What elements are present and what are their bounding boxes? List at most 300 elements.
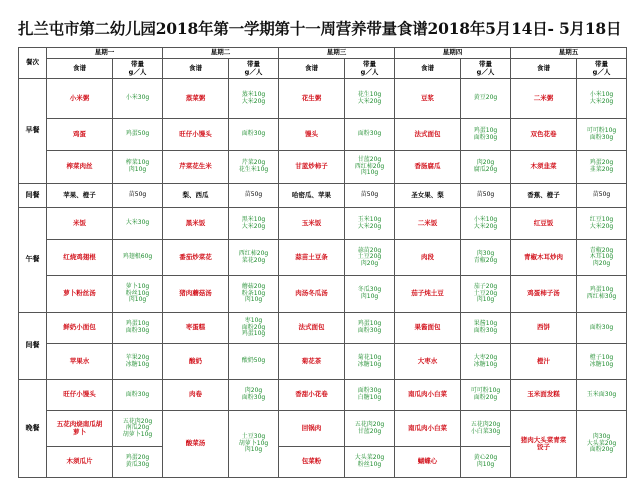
dish-cell bbox=[511, 240, 577, 276]
ingredient-amount: 茄子20g bbox=[473, 283, 498, 291]
ingredient-amount: 大枣20g bbox=[473, 353, 498, 361]
dish-cell bbox=[279, 313, 345, 344]
ingredient-amount: 花生10g bbox=[357, 90, 382, 98]
amount-cell bbox=[345, 240, 395, 276]
amount-cell bbox=[577, 184, 627, 208]
amount-cell bbox=[461, 344, 511, 380]
amount-cell bbox=[113, 240, 163, 276]
dish-name: 鲜奶小面包 bbox=[63, 323, 96, 332]
ingredient-amount: 菜花20g bbox=[241, 256, 266, 264]
ingredient-amount: 蒸米10g bbox=[241, 90, 266, 98]
dish-column-header: 食谱 bbox=[163, 59, 229, 79]
dish-name: 二米粥 bbox=[533, 93, 554, 102]
ingredient-amount: 苗50g bbox=[360, 191, 379, 199]
dish-name: 猪肉蘑菇汤 bbox=[179, 289, 212, 298]
amount-cell bbox=[345, 276, 395, 313]
ingredient-amount: 肉10g bbox=[128, 296, 147, 304]
dish-name: 五花肉烧南瓜胡 bbox=[56, 420, 103, 429]
ingredient-amount: 腐瓜20g bbox=[473, 166, 498, 173]
dish-cell bbox=[47, 151, 113, 184]
ingredient-amount: 萝卜10g bbox=[125, 283, 150, 291]
ingredient-amount: 面粉30g bbox=[241, 394, 266, 401]
dish-cell bbox=[163, 151, 229, 184]
ingredient-amount: 肉20g bbox=[244, 387, 263, 395]
ingredient-amount: 鸡蛋20g bbox=[589, 159, 614, 167]
ingredient-amount: 土豆20g bbox=[473, 289, 498, 297]
ingredient-amount: 肉30g bbox=[476, 249, 495, 257]
ingredient-amount: 可可粉10g bbox=[586, 126, 617, 134]
ingredient-amount: 大米20g bbox=[589, 222, 614, 230]
dish-cell bbox=[511, 119, 577, 151]
amount-cell bbox=[577, 151, 627, 184]
ingredient-amount: 肉10g bbox=[244, 446, 263, 454]
ingredient-amount: 西红柿30g bbox=[586, 293, 617, 300]
meal-name: 早餐 bbox=[19, 79, 47, 184]
ingredient-amount: 粉条10g bbox=[241, 289, 266, 297]
amount-cell bbox=[345, 380, 395, 411]
ingredient-amount: 面粉30g bbox=[357, 327, 382, 334]
ingredient-amount: 鸡蛋10g bbox=[241, 330, 266, 338]
dish-cell bbox=[395, 313, 461, 344]
dish-cell bbox=[47, 240, 113, 276]
dish-name: 蝴蝶心 bbox=[417, 457, 438, 466]
dish-name: 番茄炒菜花 bbox=[179, 252, 212, 261]
ingredient-amount: 鸡蛋50g bbox=[125, 130, 150, 138]
amount-cell bbox=[229, 79, 279, 119]
amount-cell bbox=[229, 313, 279, 344]
dish-name: 包菜粉 bbox=[301, 457, 322, 466]
ingredient-amount: 青椒20g bbox=[473, 256, 498, 264]
amount-cell bbox=[113, 151, 163, 184]
ingredient-amount: 面粉30g bbox=[473, 133, 498, 141]
page-title: 扎兰屯市第二幼儿园2018年第一学期第十一周营养带量食谱2018年5月14日- 5月18日 bbox=[18, 19, 622, 38]
meal-name: 间餐 bbox=[19, 313, 47, 380]
ingredient-amount: 花生米10g bbox=[238, 166, 269, 173]
dish-cell bbox=[395, 240, 461, 276]
ingredient-amount: 大头菜20g bbox=[354, 454, 385, 462]
amount-cell bbox=[229, 151, 279, 184]
dish-name: 香甜小花卷 bbox=[295, 390, 328, 399]
amount-cell bbox=[577, 240, 627, 276]
dish-name: 红豆饭 bbox=[533, 218, 554, 227]
unit-label: g／人 bbox=[360, 67, 379, 76]
ingredient-amount: 黄心20g bbox=[473, 454, 498, 462]
ingredient-amount: 白糖10g bbox=[357, 394, 382, 401]
dish-name: 法式面包 bbox=[298, 323, 325, 332]
ingredient-amount: 大头菜20g bbox=[586, 439, 617, 447]
menu-row bbox=[19, 208, 627, 240]
amount-cell bbox=[113, 380, 163, 411]
dish-name: 二米饭 bbox=[417, 218, 438, 227]
ingredient-amount: 面粉20g bbox=[241, 323, 266, 331]
ingredient-amount: 青椒20g bbox=[589, 246, 614, 254]
ingredient-amount: 肉10g bbox=[128, 166, 147, 173]
dish-name: 圣女果、梨 bbox=[411, 190, 444, 199]
dish-cell bbox=[47, 313, 113, 344]
ingredient-amount: 粉丝10g bbox=[357, 461, 382, 468]
ingredient-amount: 玉米10g bbox=[357, 215, 382, 223]
amount-cell bbox=[229, 240, 279, 276]
amount-column-header bbox=[577, 59, 627, 79]
dish-cell bbox=[279, 447, 345, 478]
day-header: 星期三 bbox=[279, 48, 395, 59]
ingredient-amount: 肉10g bbox=[360, 169, 379, 177]
ingredient-amount: 枣10g bbox=[244, 317, 263, 325]
ingredient-amount: 肉20g bbox=[592, 259, 611, 267]
amount-cell bbox=[229, 119, 279, 151]
amount-cell bbox=[345, 447, 395, 478]
day-header: 星期五 bbox=[511, 48, 627, 59]
amount-cell bbox=[461, 240, 511, 276]
amount-cell bbox=[461, 208, 511, 240]
dish-name: 萝卜 bbox=[73, 427, 86, 436]
ingredient-amount: 五花肉20g bbox=[354, 420, 385, 428]
dish-cell bbox=[395, 151, 461, 184]
ingredient-amount: 五花肉20g bbox=[122, 417, 153, 425]
ingredient-amount: 芹菜20g bbox=[241, 159, 266, 167]
ingredient-amount: 肉10g bbox=[476, 296, 495, 304]
dish-cell bbox=[279, 208, 345, 240]
dish-cell bbox=[163, 184, 229, 208]
amount-cell bbox=[577, 380, 627, 411]
ingredient-amount: 小米10g bbox=[473, 215, 498, 223]
ingredient-amount: 鸡蛋20g bbox=[125, 454, 150, 462]
amount-label: 带量 bbox=[595, 60, 608, 69]
amount-cell bbox=[461, 119, 511, 151]
ingredient-amount: 面粉30g bbox=[125, 327, 150, 334]
dish-name: 酸菜汤 bbox=[185, 439, 206, 448]
dish-name: 肉汤冬瓜汤 bbox=[295, 289, 328, 298]
amount-cell bbox=[577, 313, 627, 344]
amount-cell bbox=[345, 344, 395, 380]
dish-cell bbox=[511, 208, 577, 240]
ingredient-amount: 大米20g bbox=[589, 97, 614, 105]
dish-name: 馒头 bbox=[305, 129, 318, 138]
ingredient-amount: 鸡蛋10g bbox=[473, 126, 498, 134]
amount-cell bbox=[345, 184, 395, 208]
amount-cell bbox=[461, 276, 511, 313]
dish-cell bbox=[47, 411, 113, 447]
amount-cell bbox=[577, 411, 627, 478]
ingredient-amount: 肉20g bbox=[476, 159, 495, 167]
dish-cell bbox=[395, 208, 461, 240]
dish-name: 肉段 bbox=[421, 252, 434, 261]
ingredient-amount: 面粉30g bbox=[357, 387, 382, 395]
dish-cell bbox=[511, 380, 577, 411]
dish-cell bbox=[47, 344, 113, 380]
dish-cell bbox=[395, 447, 461, 478]
amount-cell bbox=[461, 447, 511, 478]
amount-cell bbox=[113, 447, 163, 478]
day-header: 星期二 bbox=[163, 48, 279, 59]
ingredient-amount: 肉20g bbox=[360, 259, 379, 267]
dish-cell bbox=[511, 79, 577, 119]
amount-label: 带量 bbox=[479, 60, 492, 69]
dish-cell bbox=[163, 313, 229, 344]
ingredient-amount: 玉米面30g bbox=[586, 390, 617, 398]
dish-cell bbox=[395, 184, 461, 208]
dish-cell bbox=[163, 79, 229, 119]
ingredient-amount: 黄瓜30g bbox=[125, 461, 150, 468]
dish-name: 旺仔小馒头 bbox=[63, 390, 96, 399]
amount-cell bbox=[345, 151, 395, 184]
dish-name: 小米粥 bbox=[69, 93, 90, 102]
ingredient-amount: 韭菜20g bbox=[589, 166, 614, 173]
dish-cell bbox=[279, 344, 345, 380]
ingredient-amount: 冰糖10g bbox=[357, 360, 382, 368]
ingredient-amount: 面粉20g bbox=[589, 446, 614, 454]
unit-label: g／人 bbox=[244, 67, 263, 76]
ingredient-amount: 粉丝10g bbox=[125, 289, 150, 297]
dish-column-header: 食谱 bbox=[47, 59, 113, 79]
dish-cell bbox=[395, 276, 461, 313]
dish-name: 米饭 bbox=[73, 218, 86, 227]
amount-cell bbox=[577, 79, 627, 119]
ingredient-amount: 大米20g bbox=[357, 222, 382, 230]
dish-name: 梨、西瓜 bbox=[182, 190, 209, 199]
amount-cell bbox=[229, 380, 279, 411]
dish-cell bbox=[511, 151, 577, 184]
ingredient-amount: 大米20g bbox=[241, 97, 266, 105]
meal-name: 间餐 bbox=[19, 184, 47, 208]
ingredient-amount: 鸡翅根60g bbox=[122, 253, 153, 261]
dish-cell bbox=[163, 276, 229, 313]
ingredient-amount: 菊花10g bbox=[357, 353, 382, 361]
dish-cell bbox=[47, 184, 113, 208]
amount-cell bbox=[113, 208, 163, 240]
amount-cell bbox=[577, 208, 627, 240]
ingredient-amount: 苗50g bbox=[244, 191, 263, 199]
ingredient-amount: 可可粉10g bbox=[470, 387, 501, 395]
amount-label: 带量 bbox=[131, 60, 144, 69]
ingredient-amount: 小米10g bbox=[589, 90, 614, 98]
dish-cell bbox=[47, 447, 113, 478]
menu-row bbox=[19, 151, 627, 184]
amount-cell bbox=[229, 411, 279, 478]
amount-cell bbox=[577, 344, 627, 380]
dish-cell bbox=[163, 119, 229, 151]
amount-cell bbox=[345, 313, 395, 344]
ingredient-amount: 蘑菇20g bbox=[241, 283, 266, 291]
amount-cell bbox=[113, 313, 163, 344]
dish-name: 双色花卷 bbox=[530, 129, 557, 138]
dish-cell bbox=[511, 313, 577, 344]
dish-cell bbox=[395, 79, 461, 119]
amount-cell bbox=[577, 119, 627, 151]
dish-cell bbox=[279, 380, 345, 411]
dish-name: 蒸菜粥 bbox=[185, 93, 206, 102]
dish-name: 鸡蛋 bbox=[73, 129, 86, 138]
ingredient-amount: 苹果20g bbox=[125, 353, 150, 361]
amount-column-header bbox=[461, 59, 511, 79]
menu-row bbox=[19, 380, 627, 411]
ingredient-amount: 面粉30g bbox=[473, 327, 498, 334]
dish-name: 榨菜肉丝 bbox=[66, 162, 93, 171]
amount-cell bbox=[461, 411, 511, 447]
ingredient-amount: 面粉30g bbox=[357, 130, 382, 138]
dish-cell bbox=[279, 79, 345, 119]
dish-name: 南瓜肉小白菜 bbox=[408, 423, 447, 432]
amount-label: 带量 bbox=[363, 60, 376, 69]
amount-cell bbox=[345, 208, 395, 240]
dish-name: 回锅肉 bbox=[301, 423, 322, 432]
dish-cell bbox=[47, 119, 113, 151]
ingredient-amount: 苗50g bbox=[476, 191, 495, 199]
ingredient-amount: 西红柿20g bbox=[354, 162, 385, 170]
dish-cell bbox=[163, 380, 229, 411]
ingredient-amount: 甘蓝20g bbox=[357, 156, 382, 164]
dish-cell bbox=[163, 411, 229, 478]
amount-cell bbox=[461, 79, 511, 119]
dish-name: 蒜苗土豆条 bbox=[295, 252, 328, 261]
dish-name: 木须瓜片 bbox=[66, 457, 93, 466]
ingredient-amount: 面粉30g bbox=[241, 130, 266, 138]
day-header: 星期一 bbox=[47, 48, 163, 59]
ingredient-amount: 橙子10g bbox=[589, 353, 614, 361]
dish-cell bbox=[395, 119, 461, 151]
amount-cell bbox=[461, 313, 511, 344]
dish-name: 枣蛋糕 bbox=[185, 323, 206, 332]
amount-cell bbox=[113, 184, 163, 208]
ingredient-amount: 小米30g bbox=[125, 94, 150, 102]
dish-cell bbox=[511, 344, 577, 380]
ingredient-amount: 肉10g bbox=[244, 296, 263, 304]
ingredient-amount: 黑米10g bbox=[241, 215, 266, 223]
amount-cell bbox=[229, 208, 279, 240]
dish-name: 菊花茶 bbox=[301, 356, 322, 365]
dish-cell bbox=[47, 276, 113, 313]
dish-cell bbox=[279, 411, 345, 447]
amount-cell bbox=[345, 411, 395, 447]
dish-cell bbox=[395, 380, 461, 411]
ingredient-amount: 大米20g bbox=[473, 222, 498, 230]
unit-label: g／人 bbox=[476, 67, 495, 76]
dish-name: 大枣水 bbox=[417, 356, 438, 365]
dish-name: 青椒木耳炒肉 bbox=[524, 252, 563, 261]
amount-label: 带量 bbox=[247, 60, 260, 69]
dish-cell bbox=[395, 411, 461, 447]
dish-name: 花生粥 bbox=[301, 93, 322, 102]
dish-name: 茄子炖土豆 bbox=[411, 289, 444, 298]
dish-name: 肉卷 bbox=[189, 390, 202, 399]
dish-cell bbox=[279, 276, 345, 313]
ingredient-amount: 冬瓜30g bbox=[357, 286, 382, 294]
ingredient-amount: 木耳10g bbox=[589, 253, 614, 261]
ingredient-amount: 土豆30g bbox=[241, 433, 266, 441]
ingredient-amount: 西红柿20g bbox=[238, 249, 269, 257]
ingredient-amount: 南瓜20g bbox=[125, 424, 150, 432]
dish-cell bbox=[163, 344, 229, 380]
dish-name: 玉米饭 bbox=[301, 218, 322, 227]
amount-cell bbox=[345, 119, 395, 151]
ingredient-amount: 胡萝卜10g bbox=[122, 430, 153, 438]
amount-cell bbox=[113, 119, 163, 151]
ingredient-amount: 榨菜10g bbox=[125, 159, 150, 167]
ingredient-amount: 黄豆20g bbox=[473, 94, 498, 102]
ingredient-amount: 冰糖10g bbox=[125, 360, 150, 368]
dish-name: 甘蓝炒柿子 bbox=[295, 162, 328, 171]
ingredient-amount: 面粉30g bbox=[589, 133, 614, 141]
ingredient-amount: 鸡蛋10g bbox=[357, 320, 382, 328]
dish-cell bbox=[279, 151, 345, 184]
dish-name: 果酱面包 bbox=[414, 323, 441, 332]
meal-name: 晚餐 bbox=[19, 380, 47, 478]
dish-column-header: 食谱 bbox=[279, 59, 345, 79]
amount-cell bbox=[345, 79, 395, 119]
dish-cell bbox=[395, 344, 461, 380]
ingredient-amount: 大米20g bbox=[241, 222, 266, 230]
ingredient-amount: 苗50g bbox=[592, 191, 611, 199]
ingredient-amount: 大米30g bbox=[125, 219, 150, 227]
ingredient-amount: 肉10g bbox=[476, 461, 495, 468]
dish-name: 西饼 bbox=[537, 323, 550, 332]
dish-cell bbox=[47, 380, 113, 411]
dish-name: 南瓜肉小白菜 bbox=[408, 390, 447, 399]
dish-name: 玉米面发糕 bbox=[527, 390, 560, 399]
meal-column-header: 餐次 bbox=[19, 48, 47, 79]
ingredient-amount: 蒜苗20g bbox=[357, 246, 382, 254]
dish-name: 芹菜花生米 bbox=[179, 162, 212, 171]
ingredient-amount: 小白菜30g bbox=[470, 427, 501, 435]
dish-cell bbox=[47, 208, 113, 240]
amount-column-header bbox=[229, 59, 279, 79]
dish-cell bbox=[279, 240, 345, 276]
unit-label: g／人 bbox=[128, 67, 147, 76]
dish-name: 香蕉、橙子 bbox=[527, 190, 560, 199]
dish-name: 饺子 bbox=[537, 443, 550, 451]
dish-name: 旺仔小馒头 bbox=[179, 129, 212, 138]
ingredient-amount: 果酱10g bbox=[473, 320, 498, 328]
dish-name: 橙汁 bbox=[537, 356, 550, 365]
amount-cell bbox=[461, 184, 511, 208]
dish-column-header: 食谱 bbox=[511, 59, 577, 79]
dish-name: 萝卜粉丝汤 bbox=[63, 289, 96, 298]
ingredient-amount: 冰糖10g bbox=[473, 360, 498, 368]
dish-cell bbox=[511, 411, 577, 478]
ingredient-amount: 鸡蛋10g bbox=[125, 320, 150, 328]
ingredient-amount: 五花肉20g bbox=[470, 420, 501, 428]
menu-row bbox=[19, 119, 627, 151]
menu-row bbox=[19, 240, 627, 276]
amount-cell bbox=[461, 151, 511, 184]
amount-column-header bbox=[113, 59, 163, 79]
unit-label: g／人 bbox=[592, 67, 611, 76]
dish-cell bbox=[511, 276, 577, 313]
menu-table bbox=[18, 47, 627, 478]
day-header: 星期四 bbox=[395, 48, 511, 59]
ingredient-amount: 胡萝卜10g bbox=[238, 439, 269, 447]
ingredient-amount: 酸奶50g bbox=[241, 357, 266, 365]
ingredient-amount: 鸡蛋10g bbox=[589, 286, 614, 294]
amount-cell bbox=[577, 276, 627, 313]
ingredient-amount: 冰糖10g bbox=[589, 360, 614, 368]
ingredient-amount: 肉10g bbox=[360, 293, 379, 300]
amount-cell bbox=[229, 276, 279, 313]
amount-cell bbox=[229, 344, 279, 380]
meal-name: 午餐 bbox=[19, 208, 47, 313]
ingredient-amount: 大米20g bbox=[357, 97, 382, 105]
dish-name: 香肠腐瓜 bbox=[414, 162, 441, 171]
dish-name: 苹果水 bbox=[69, 356, 90, 365]
dish-name: 猪肉大头菜青菜 bbox=[520, 435, 567, 444]
dish-name: 苹果、橙子 bbox=[63, 190, 96, 199]
dish-name: 红烧鸡翅根 bbox=[63, 252, 96, 261]
amount-column-header bbox=[345, 59, 395, 79]
menu-row bbox=[19, 276, 627, 313]
ingredient-amount: 肉30g bbox=[592, 433, 611, 441]
amount-cell bbox=[113, 344, 163, 380]
amount-cell bbox=[113, 276, 163, 313]
